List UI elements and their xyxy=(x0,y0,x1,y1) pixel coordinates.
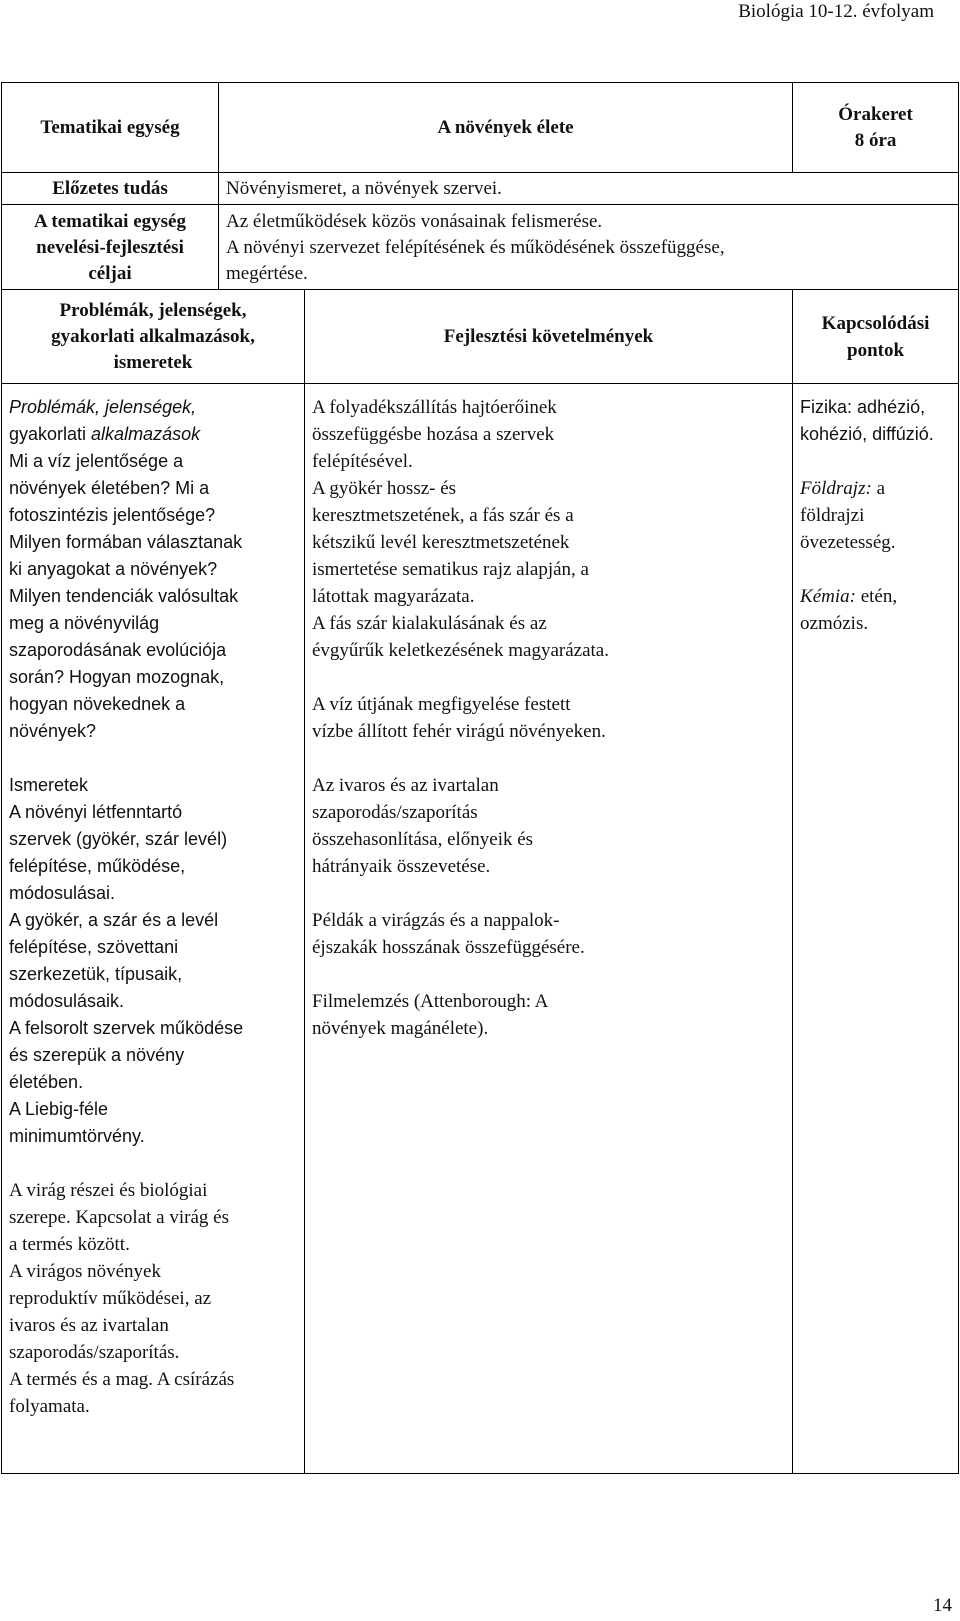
requirement-line: Filmelemzés (Attenborough: A xyxy=(312,991,549,1012)
knowledge-line: szerkezetük, típusaik, xyxy=(9,964,183,984)
row-column-headers xyxy=(2,290,959,384)
requirement-line: éjszakák hosszának összefüggésére. xyxy=(312,937,585,958)
header-problems-l2: gyakorlati alkalmazások, xyxy=(51,325,255,347)
problem-line: növények? xyxy=(9,721,97,741)
problem-line: hogyan növekednek a xyxy=(9,694,186,714)
requirement-line: Az ivaros és az ivartalan xyxy=(312,775,499,796)
requirement-line: A víz útjának megfigyelése festett xyxy=(312,694,571,715)
header-connections: Kapcsolódási pontok xyxy=(793,290,959,384)
flower-list xyxy=(9,1177,297,1420)
connection-physics xyxy=(800,394,951,448)
requirements-block-4 xyxy=(312,907,785,961)
problems-column xyxy=(2,384,305,1474)
connection-chemistry xyxy=(800,583,951,637)
physics-label: Fizika: xyxy=(800,397,853,417)
label-prior-knowledge: Előzetes tudás xyxy=(2,173,219,205)
problems-title xyxy=(9,394,297,448)
page-number: 14 xyxy=(933,1595,952,1616)
goals-value xyxy=(219,205,959,290)
course-header: Biológia 10-12. évfolyam xyxy=(738,1,934,22)
knowledge-line: minimumtörvény. xyxy=(9,1126,145,1146)
requirements-block-2 xyxy=(312,691,785,745)
flower-line: A virágos növények xyxy=(9,1261,161,1282)
header-requirements: Fejlesztési követelmények xyxy=(305,290,793,384)
problem-line: Milyen formában választanak xyxy=(9,532,243,552)
label-goals-l3: céljai xyxy=(88,263,132,284)
flower-line: szerepe. Kapcsolat a virág és xyxy=(9,1207,229,1228)
problem-line: során? Hogyan mozognak, xyxy=(9,667,225,687)
label-goals xyxy=(2,205,219,290)
knowledge-line: felépítése, működése, xyxy=(9,856,186,876)
requirements-column xyxy=(305,384,793,1474)
flower-line: ivaros és az ivartalan xyxy=(9,1315,169,1336)
problems-title-l1: Problémák, jelenségek, xyxy=(9,397,197,417)
knowledge-title: Ismeretek xyxy=(9,775,89,795)
geography-label: Földrajz: xyxy=(800,478,872,499)
knowledge-line: módosulásai. xyxy=(9,883,116,903)
row-goals xyxy=(2,205,959,290)
header-problems-l3: ismeretek xyxy=(113,351,193,373)
knowledge-line: szervek (gyökér, szár levél) xyxy=(9,829,228,849)
problem-line: Milyen tendenciák valósultak xyxy=(9,586,239,606)
requirement-line: látottak magyarázata. xyxy=(312,586,475,607)
row-thematic-unit xyxy=(2,83,959,173)
knowledge-line: felépítése, szövettani xyxy=(9,937,179,957)
hours-value: 8 óra xyxy=(854,129,897,151)
flower-line: folyamata. xyxy=(9,1396,90,1417)
requirement-line: vízbe állított fehér virágú növényeken. xyxy=(312,721,606,742)
flower-line: szaporodás/szaporítás. xyxy=(9,1342,180,1363)
problem-line: ki anyagokat a növények? xyxy=(9,559,218,579)
hours-label: Órakeret xyxy=(838,103,913,125)
label-thematic-unit: Tematikai egység xyxy=(2,83,219,173)
header-problems-l1: Problémák, jelenségek, xyxy=(59,299,247,321)
requirement-line: növények magánélete). xyxy=(312,1018,489,1039)
requirement-line: Példák a virágzás és a nappalok- xyxy=(312,910,560,931)
requirement-line: A fás szár kialakulásának és az xyxy=(312,613,547,634)
problem-line: fotoszintézis jelentősége? xyxy=(9,505,216,525)
chemistry-text: etén, ozmózis. xyxy=(800,586,898,634)
physics-text-2: kohézió, diffúzió. xyxy=(800,424,934,444)
requirements-block-1 xyxy=(312,394,785,664)
problems-list xyxy=(9,448,297,745)
row-prior-knowledge xyxy=(2,173,959,205)
requirement-line: hátrányaik összevetése. xyxy=(312,856,491,877)
requirement-line: összehasonlítása, előnyeik és xyxy=(312,829,534,850)
requirement-line: A folyadékszállítás hajtóerőinek xyxy=(312,397,557,418)
knowledge-line: A Liebig-féle xyxy=(9,1099,109,1119)
requirement-line: felépítésével. xyxy=(312,451,413,472)
problems-title-l2b: alkalmazások xyxy=(91,424,201,444)
requirement-line: kétszikű levél keresztmetszetének xyxy=(312,532,570,553)
knowledge-line: és szerepük a növény xyxy=(9,1045,185,1065)
knowledge-list xyxy=(9,772,297,1150)
requirement-line: A gyökér hossz- és xyxy=(312,478,457,499)
knowledge-line: A gyökér, a szár és a levél xyxy=(9,910,219,930)
knowledge-line: A felsorolt szervek működése xyxy=(9,1018,244,1038)
connection-geography xyxy=(800,475,951,556)
flower-line: A termés és a mag. A csírázás xyxy=(9,1369,235,1390)
row-content xyxy=(2,384,959,1474)
flower-line: reproduktív működései, az xyxy=(9,1288,212,1309)
label-goals-l2: nevelési-fejlesztési xyxy=(36,237,184,258)
connections-column xyxy=(793,384,959,1474)
goals-line-3: megértése. xyxy=(226,263,308,284)
prior-knowledge-value: Növényismeret, a növények szervei. xyxy=(219,173,959,205)
problem-line: szaporodásának evolúciója xyxy=(9,640,227,660)
goals-line-1: Az életműködések közös vonásainak felismerése. xyxy=(226,211,603,232)
thematic-unit-title: A növények élete xyxy=(219,83,793,173)
requirements-block-3 xyxy=(312,772,785,880)
requirements-block-5 xyxy=(312,988,785,1042)
requirement-line: évgyűrűk keletkezésének magyarázata. xyxy=(312,640,609,661)
requirement-line: keresztmetszetének, a fás szár és a xyxy=(312,505,574,526)
requirement-line: ismertetése sematikus rajz alapján, a xyxy=(312,559,589,580)
chemistry-label: Kémia: xyxy=(800,586,856,607)
header-problems xyxy=(2,290,305,384)
geography-text-2: övezetesség. xyxy=(800,532,896,553)
problem-line: növények életében? Mi a xyxy=(9,478,210,498)
problem-line: meg a növényvilág xyxy=(9,613,160,633)
knowledge-line: A növényi létfenntartó xyxy=(9,802,183,822)
label-goals-l1: A tematikai egység xyxy=(34,211,186,232)
problems-title-l2a: gyakorlati xyxy=(9,424,92,444)
flower-line: a termés között. xyxy=(9,1234,130,1255)
problem-line: Mi a víz jelentősége a xyxy=(9,451,184,471)
requirement-line: szaporodás/szaporítás xyxy=(312,802,478,823)
hours-cell xyxy=(793,83,959,173)
flower-line: A virág részei és biológiai xyxy=(9,1180,208,1201)
goals-line-2: A növényi szervezet felépítésének és működésének összefüggése, xyxy=(226,237,725,258)
knowledge-line: életében. xyxy=(9,1072,84,1092)
knowledge-line: módosulásaik. xyxy=(9,991,125,1011)
curriculum-table xyxy=(1,82,959,1474)
geography-text: a földrajzi xyxy=(800,478,885,526)
requirement-line: összefüggésbe hozása a szervek xyxy=(312,424,555,445)
physics-text: adhézió, xyxy=(852,397,926,417)
